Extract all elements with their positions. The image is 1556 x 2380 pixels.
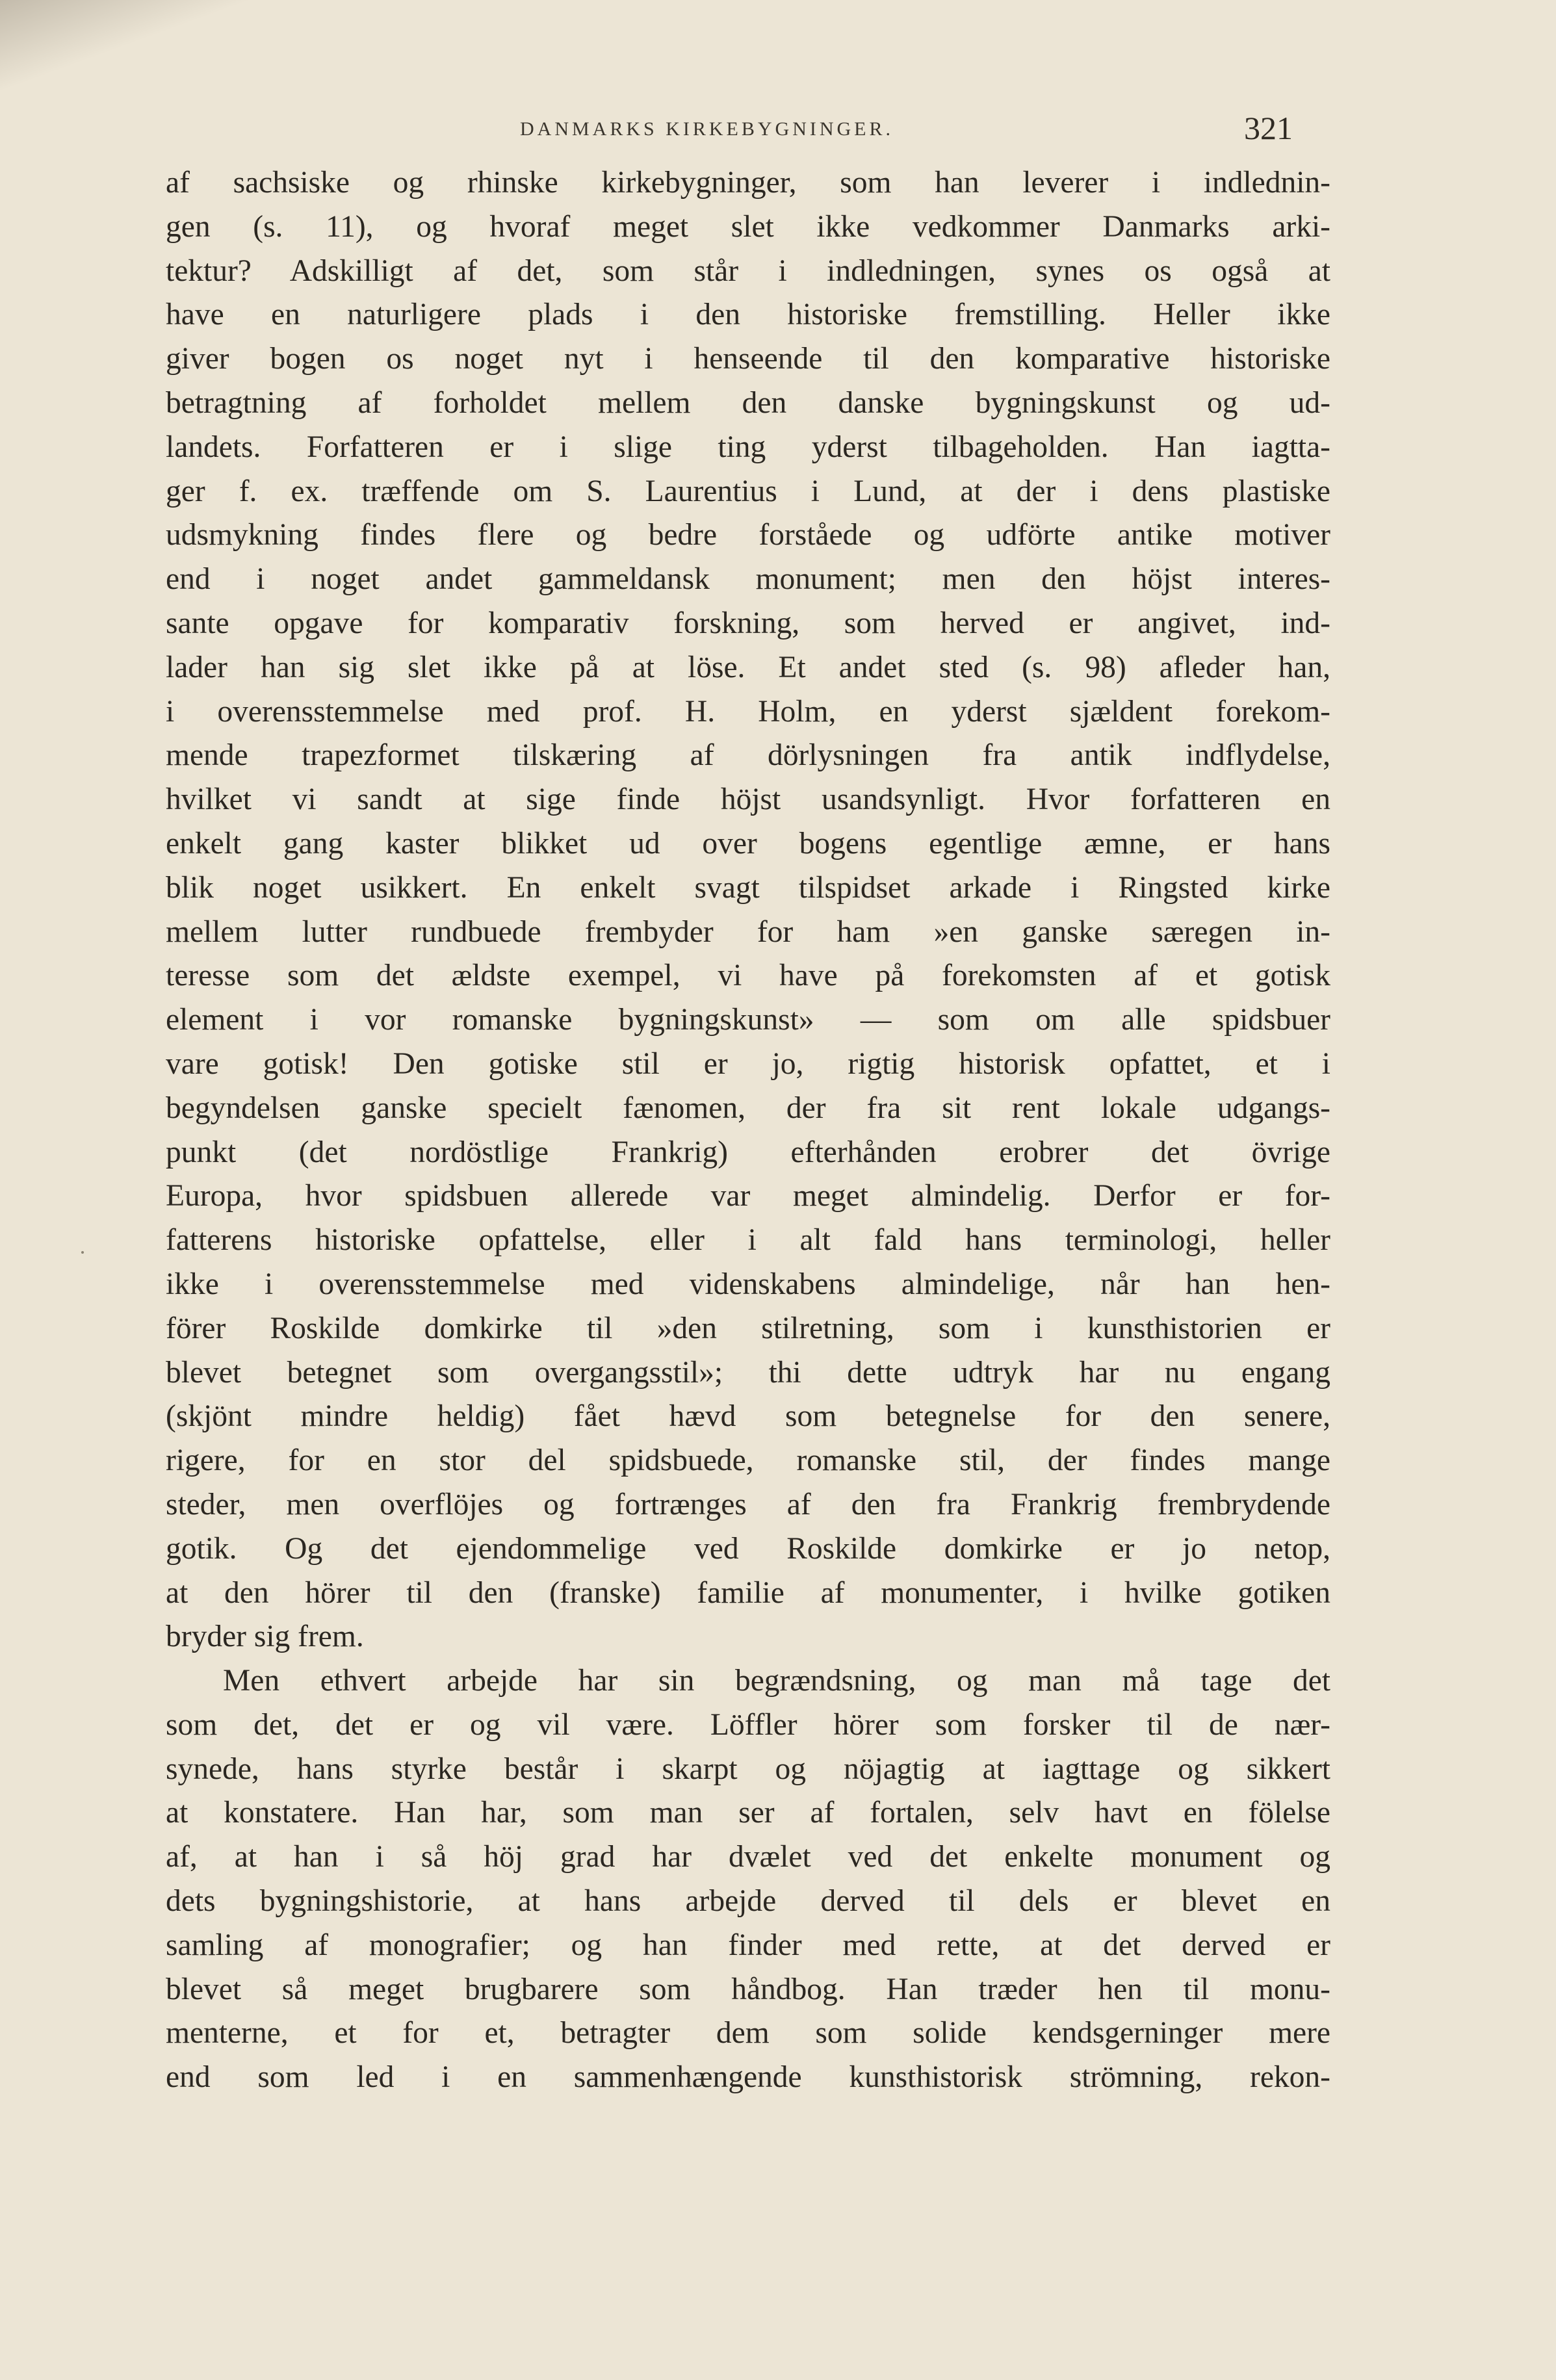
text-line: blevet betegnet som overgangsstil»; thi dette udtryk har nu engang	[166, 1355, 1330, 1390]
page-number: 321	[1244, 110, 1293, 146]
text-line: teresse som det ældste exempel, vi have på forekomsten af et gotisk	[166, 959, 1330, 993]
text-line: rigere, for en stor del spidsbuede, romanske stil, der findes mange	[166, 1443, 1330, 1478]
text-line: dets bygningshistorie, at hans arbejde derved til dels er blevet en	[166, 1884, 1330, 1919]
text-line: som det, det er og vil være. Löffler hörer som forsker til de nær-	[166, 1707, 1330, 1742]
text-line: at konstatere. Han har, som man ser af fortalen, selv havt en fölelse	[166, 1796, 1330, 1830]
text-line: sante opgave for komparativ forskning, som herved er angivet, ind-	[166, 606, 1330, 640]
text-line: begyndelsen ganske specielt fænomen, der fra sit rent lokale udgangs-	[166, 1091, 1330, 1125]
text-line: giver bogen os noget nyt i henseende til den komparative historiske	[166, 342, 1330, 376]
text-line: blevet så meget brugbarere som håndbog. Han træder hen til monu-	[166, 1972, 1330, 2006]
text-line: mellem lutter rundbuede frembyder for ham »en ganske særegen in-	[166, 914, 1330, 949]
body-text	[166, 161, 1330, 2100]
text-line: menterne, et for et, betragter dem som solide kendsgerninger mere	[166, 2016, 1330, 2050]
text-line: mende trapezformet tilskæring af dörlysningen fra antik indflydelse,	[166, 738, 1330, 773]
paragraph-2	[166, 1659, 1330, 2100]
text-line: (skjönt mindre heldig) fået hævd som betegnelse for den senere,	[166, 1399, 1330, 1434]
text-line: fatterens historiske opfattelse, eller i alt fald hans terminologi, heller	[166, 1223, 1330, 1258]
margin-speck	[81, 1251, 84, 1254]
text-line: ikke i overensstemmelse med videnskabens almindelige, når han hen-	[166, 1267, 1330, 1301]
text-line: blik noget usikkert. En enkelt svagt tilspidset arkade i Ringsted kirke	[166, 870, 1330, 905]
text-line: Europa, hvor spidsbuen allerede var meget almindelig. Derfor er for-	[166, 1179, 1330, 1213]
text-line: gotik. Og det ejendommelige ved Roskilde domkirke er jo netop,	[166, 1531, 1330, 1566]
page-corner-shadow	[0, 0, 273, 104]
text-line: at den hörer til den (franske) familie af monumenter, i hvilke gotiken	[166, 1575, 1330, 1610]
text-line: tektur? Adskilligt af det, som står i indledningen, synes os også at	[166, 253, 1330, 288]
text-line: af sachsiske og rhinske kirkebygninger, som han leverer i indlednin-	[166, 166, 1330, 200]
text-line: af, at han i så höj grad har dvælet ved det enkelte monument og	[166, 1840, 1330, 1874]
text-line: i overensstemmelse med prof. H. Holm, en yderst sjældent forekom-	[166, 694, 1330, 729]
text-line: bryder sig frem.	[166, 1620, 364, 1654]
text-line: landets. Forfatteren er i slige ting yderst tilbageholden. Han iagtta-	[166, 430, 1330, 464]
text-line: steder, men overflöjes og fortrænges af den fra Frankrig frembrydende	[166, 1487, 1330, 1521]
text-line: end i noget andet gammeldansk monument; men den höjst interes-	[166, 562, 1330, 597]
running-title: DANMARKS KIRKEBYGNINGER.	[520, 118, 894, 140]
text-line: punkt (det nordöstlige Frankrig) efterhånden erobrer det övrige	[166, 1135, 1330, 1169]
text-line: udsmykning findes flere og bedre forståede og udförte antike motiver	[166, 518, 1330, 552]
text-line: lader han sig slet ikke på at löse. Et andet sted (s. 98) afleder han,	[166, 650, 1330, 684]
text-line: samling af monografier; og han finder med rette, at det derved er	[166, 1928, 1330, 1962]
text-line: enkelt gang kaster blikket ud over bogens egentlige æmne, er hans	[166, 826, 1330, 860]
text-line: Men ethvert arbejde har sin begrændsning, og man må tage det	[223, 1664, 1330, 1698]
text-line: förer Roskilde domkirke til »den stilretning, som i kunsthistorien er	[166, 1311, 1330, 1345]
text-line: hvilket vi sandt at sige finde höjst usandsynligt. Hvor forfatteren en	[166, 783, 1330, 817]
text-line: ger f. ex. træffende om S. Laurentius i Lund, at der i dens plastiske	[166, 474, 1330, 508]
text-line: vare gotisk! Den gotiske stil er jo, rigtig historisk opfattet, et i	[166, 1046, 1330, 1081]
text-line: end som led i en sammenhængende kunsthistorisk strömning, rekon-	[166, 2060, 1330, 2095]
paragraph-1	[166, 161, 1330, 1659]
text-line: synede, hans styrke består i skarpt og nöjagtig at iagttage og sikkert	[166, 1752, 1330, 1786]
text-line: betragtning af forholdet mellem den danske bygningskunst og ud-	[166, 385, 1330, 420]
text-line: element i vor romanske bygningskunst» — som om alle spidsbuer	[166, 1003, 1330, 1037]
text-line: gen (s. 11), og hvoraf meget slet ikke vedkommer Danmarks arki-	[166, 209, 1330, 244]
text-line: have en naturligere plads i den historiske fremstilling. Heller ikke	[166, 298, 1330, 332]
